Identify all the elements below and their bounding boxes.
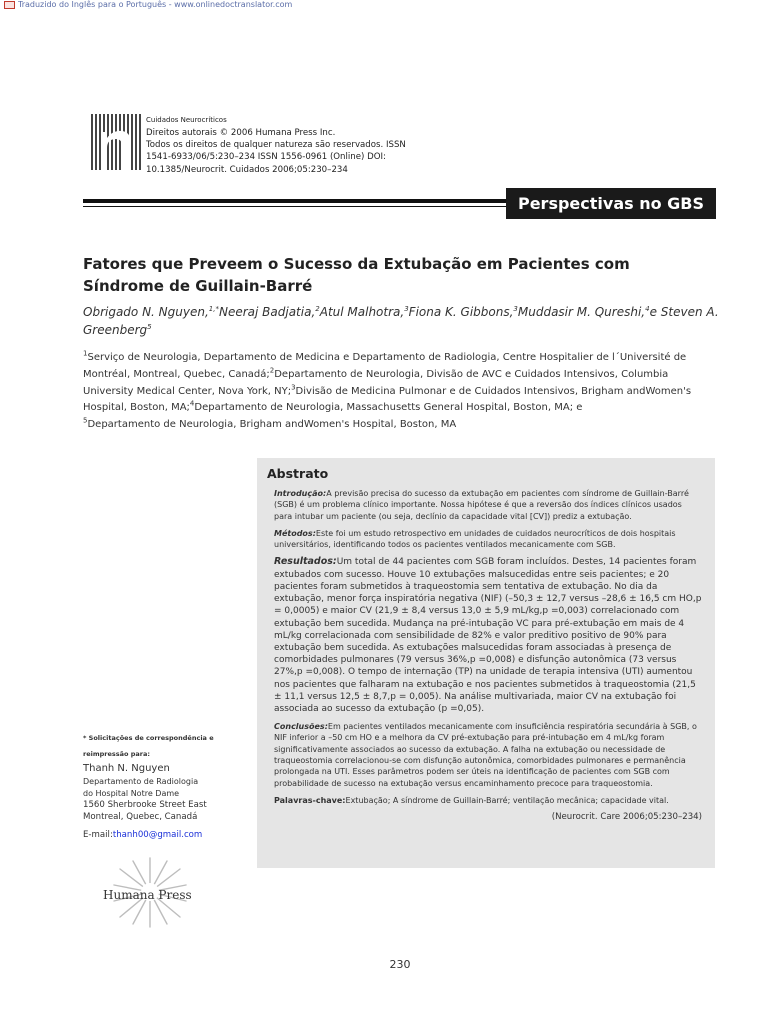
corr-email-line bbox=[83, 829, 253, 841]
author: Obrigado N. Nguyen, bbox=[83, 305, 209, 319]
affiliation: Departamento de Neurologia, Massachusetts General Hospital, Boston, MA; e bbox=[194, 402, 583, 414]
conclusions-label: Conclusões: bbox=[274, 722, 328, 732]
abstract-intro bbox=[274, 488, 702, 522]
affiliation: Departamento de Neurologia, Brigham andWomen's Hospital, Boston, MA bbox=[87, 419, 457, 431]
abstract-results bbox=[274, 556, 702, 715]
author: Fiona K. Gibbons, bbox=[408, 305, 514, 319]
affiliation: Serviço de Neurologia, Departamento de Medicina e Departamento de Radiologia, Centre Hospitalier de l´Université de Montréal, Montreal, Quebec, Canadá; bbox=[83, 352, 687, 380]
affil-sup: 5 bbox=[83, 416, 88, 425]
publisher-name: Humana Press bbox=[103, 888, 192, 902]
author-list bbox=[83, 303, 723, 339]
rights-line: Todos os direitos de qualquer natureza são reservados. ISSN bbox=[146, 140, 406, 151]
author-sup: 1,* bbox=[208, 305, 219, 313]
affil-sup: 4 bbox=[189, 400, 195, 409]
section-label: Perspectivas no GBS bbox=[506, 188, 716, 219]
methods-text: Este foi um estudo retrospectivo em unidades de cuidados neurocríticos de dois hospitais universitários, identificando todos os pacientes ventilados mecanicamente com SGB. bbox=[274, 528, 676, 550]
affil-sup: 1 bbox=[83, 349, 88, 358]
author-sup: 2 bbox=[315, 305, 320, 313]
author: Neeraj Badjatia, bbox=[218, 305, 316, 319]
conclusions-text: Em pacientes ventilados mecanicamente com insuficiência respiratória secundária à SGB, o NIF inferior a –50 cm HO e a melhora da CV pré-extubação para pré-intubação em 4 mL/kg foram significativamente associados ao sucesso da extubação. A falha na extubação ou necessidade de traqueostomia correlacionou-se com disfunção autonômica, comorbidades pulmonares e permanência prolongada na UTI. Esses parâmetros podem ser úteis na identificação de pacientes com SGB com probabilidade de sucesso na extubação versus encaminhamento precoce para traqueostomia. bbox=[274, 722, 697, 788]
correspondence-block bbox=[83, 730, 253, 841]
translator-text: Traduzido do Inglês para o Português - www.onlinedoctranslator.com bbox=[18, 0, 293, 9]
translator-banner[interactable] bbox=[4, 0, 292, 9]
abstract-citation: (Neurocrit. Care 2006;05:230–234) bbox=[551, 812, 702, 823]
copyright-line: Direitos autorais © 2006 Humana Press Inc. bbox=[146, 128, 336, 138]
corr-street: 1560 Sherbrooke Street East bbox=[83, 800, 207, 810]
issn-line: 1541-6933/06/5:230–234 ISSN 1556-0961 (Online) DOI: bbox=[146, 152, 386, 163]
doi-line: 10.1385/Neurocrit. Cuidados 2006;05:230–234 bbox=[146, 164, 348, 175]
corr-dept: Departamento de Radiologia bbox=[83, 777, 199, 786]
intro-text: A previsão precisa do sucesso da extubação em pacientes com síndrome de Guillain-Barré (SGB) é um problema clínico importante. Nossa hipótese é que a reversão dos índices clínicos usados para intubar um paciente (ou seja, declínio da capacidade vital [CV]) prediz a extubação. bbox=[274, 489, 689, 521]
email-link[interactable]: thanh00@gmail.com bbox=[112, 829, 203, 840]
corr-name: Thanh N. Nguyen bbox=[83, 763, 170, 774]
results-text: Um total de 44 pacientes com SGB foram incluídos. Destes, 14 pacientes foram extubados com sucesso. Houve 10 extubações malsucedidas entre seis pacientes; e 20 pacientes foram submetidos à traqueostomia sem tentativa de extubação. No dia da extubação, menor força inspiratória negativa (NIF) (–50,3 ± 12,7 versus –28,6 ± 16,5 cm HO,p = 0,0005) e maior CV (21,9 ± 8,4 versus 13,0 ± 5,9 mL/kg,p =0,003) correlacionado com extubação bem sucedida. Mudança na pré-intubação VC para pré-extubação em mais de 4 mL/kg correlacionada com sensibilidade de 82% e valor preditivo positivo de 90% para extubação bem sucedida. As extubações malsucedidas foram associadas à presença de comorbidades pulmonares (79 versus 36%,p =0,008) e disfunção autonômica (73 versus 27%,p =0,008). O tempo de internação (TP) na unidade de terapia intensiva (UTI) aumentou nos pacientes que falharam na extubação e nos pacientes submetidos à traqueostomia (21,5 ± 11,1 versus 12,5 ± 8,7,p = 0,005). Na análise multivariada, maior CV na extubação foi associada ao sucesso da extubação (p =0,05). bbox=[274, 557, 702, 714]
abstract-keywords bbox=[274, 795, 702, 806]
journal-n-logo bbox=[91, 114, 141, 170]
author-sup: 3 bbox=[513, 305, 518, 313]
journal-name: Cuidados Neurocríticos bbox=[146, 116, 227, 124]
header-rule-thin bbox=[83, 206, 506, 207]
keywords-text: Extubação; A síndrome de Guillain-Barré; ventilação mecânica; capacidade vital. bbox=[345, 795, 669, 805]
affiliation: Divisão de Medicina Pulmonar e de Cuidados Intensivos, Brigham andWomen's Hospital, Boston, MA; bbox=[83, 385, 692, 414]
author: Muddasir M. Qureshi, bbox=[517, 305, 646, 319]
article-title bbox=[83, 253, 703, 297]
page-number: 230 bbox=[389, 958, 411, 971]
abstract-methods bbox=[274, 528, 702, 551]
abstract-conclusions bbox=[274, 721, 702, 789]
title-line-1: Fatores que Preveem o Sucesso da Extubação em Pacientes com bbox=[83, 255, 630, 273]
methods-label: Métodos: bbox=[274, 528, 316, 538]
corr-hospital: do Hospital Notre Dame bbox=[83, 788, 180, 798]
abstract-heading: Abstrato bbox=[267, 466, 329, 481]
corr-heading-2: reimpressão para: bbox=[83, 750, 150, 758]
title-line-2: Síndrome de Guillain-Barré bbox=[83, 277, 313, 295]
author-sup: 5 bbox=[147, 323, 152, 331]
affil-sup: 3 bbox=[291, 383, 296, 392]
author-sup: 3 bbox=[404, 305, 409, 313]
affil-sup: 2 bbox=[269, 366, 275, 375]
document-translate-icon bbox=[4, 1, 15, 9]
journal-info bbox=[146, 116, 436, 176]
corr-city: Montreal, Quebec, Canadá bbox=[83, 812, 198, 823]
abstract-body bbox=[274, 488, 702, 830]
email-label: E-mail: bbox=[83, 829, 113, 840]
results-label: Resultados: bbox=[274, 556, 337, 568]
intro-label: Introdução: bbox=[274, 489, 327, 498]
author-sup: 4 bbox=[645, 305, 650, 313]
affiliation: Departamento de Neurologia, Divisão de AVC e Cuidados Intensivos, Columbia University Medical Center, Nova York, NY; bbox=[83, 368, 669, 397]
author: Atul Malhotra, bbox=[319, 305, 405, 319]
header-rule-thick bbox=[83, 199, 506, 203]
keywords-label: Palavras-chave: bbox=[274, 795, 346, 805]
corr-heading-1: * Solicitações de correspondência e bbox=[83, 734, 214, 742]
affiliations bbox=[83, 350, 698, 434]
author: e Steven A. Greenberg bbox=[83, 305, 719, 337]
